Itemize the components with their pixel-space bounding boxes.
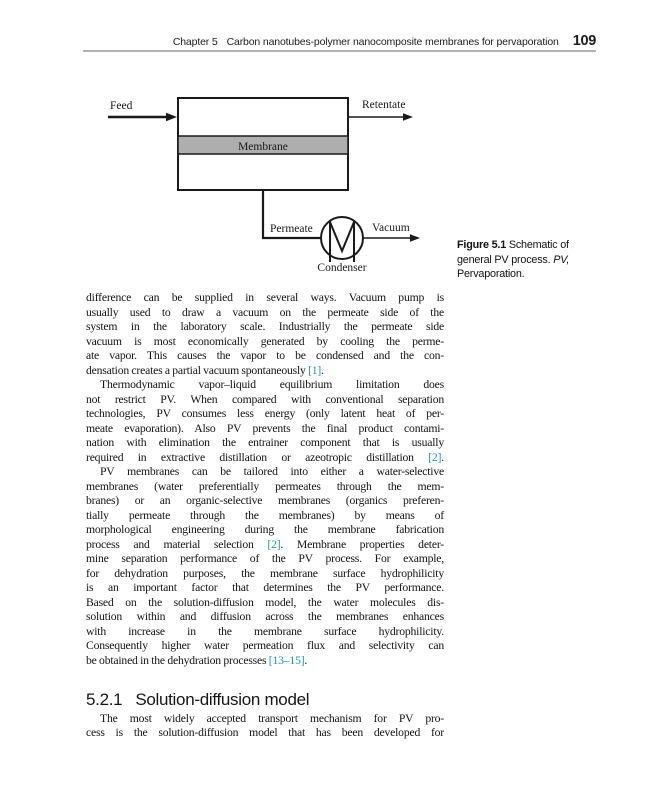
- section-number: 5.2.1: [86, 690, 123, 709]
- caption-line: [457, 238, 589, 253]
- page-header: [83, 33, 596, 49]
- caption-text: general PV process.: [457, 253, 554, 266]
- paragraph: [86, 465, 444, 668]
- citation-link[interactable]: [13–15]: [268, 653, 305, 667]
- chapter-title: Carbon nanotubes-polymer nanocomposite membranes for pervaporation: [226, 36, 559, 48]
- body-line: nation with elimination the entrainer component that is usually: [86, 436, 444, 449]
- body-line: morphological engineering during the membrane fabrication: [86, 523, 444, 536]
- body-line: Based on the solution-diffusion model, the water molecules dis-: [86, 595, 444, 609]
- citation-link[interactable]: [2]: [267, 537, 281, 551]
- body-line: is an important factor that determines the PV performance.: [86, 581, 444, 594]
- header-rule: [83, 50, 596, 52]
- body-line: tially permeate through the membranes) by means of: [86, 508, 444, 522]
- retentate-label: Retentate: [362, 99, 406, 111]
- body-line: membranes (water preferentially permeates through the mem-: [86, 479, 444, 493]
- caption-text: Pervaporation.: [457, 268, 525, 280]
- body-paragraphs-bottom: [86, 712, 444, 741]
- body-line: not restrict PV. When compared with conventional separation: [86, 392, 444, 406]
- section-title: Solution-diffusion model: [135, 690, 310, 709]
- body-line: be obtained in the dehydration processes [13–15].: [86, 653, 308, 667]
- membrane-label: Membrane: [238, 141, 288, 153]
- body-line: Thermodynamic vapor–liquid equilibrium limitation does: [100, 378, 444, 391]
- caption-text: Figure 5.1: [457, 239, 507, 251]
- body-line: meate evaporation). Also PV prevents the final product contami-: [86, 421, 444, 435]
- body-line: with increase in the membrane surface hydrophilicity.: [86, 624, 444, 638]
- figure-caption: [457, 238, 589, 282]
- vacuum-arrowhead-icon: [410, 234, 420, 242]
- retentate-arrowhead-icon: [403, 113, 413, 121]
- body-line: for dehydration purposes, the membrane surface hydrophilicity: [86, 566, 444, 580]
- feed-label: Feed: [110, 100, 133, 112]
- body-line: solution within and diffusion across the membranes enhances: [86, 610, 444, 623]
- body-line: The most widely accepted transport mechanism for PV pro-: [100, 711, 444, 725]
- body-line: branes) or an organic-selective membranes (organics preferen-: [86, 494, 444, 507]
- body-line: vacuum is most economically generated by cooling the perme-: [86, 334, 444, 348]
- permeate-label: Permeate: [270, 223, 313, 235]
- feed-arrowhead-icon: [166, 113, 177, 121]
- body-line: process and material selection [2]. Membrane properties deter-: [86, 537, 444, 551]
- condenser-label: Condenser: [317, 262, 367, 274]
- body-line: cess is the solution-diffusion model that has been developed for: [86, 726, 444, 739]
- body-line: ate vapor. This causes the vapor to be condensed and the con-: [86, 349, 444, 362]
- body-line: mine separation performance of the PV process. For example,: [86, 552, 444, 565]
- body-line: usually used to draw a vacuum on the permeate side of the: [86, 305, 444, 319]
- body-line: densation creates a partial vacuum spontaneously [1].: [86, 363, 324, 377]
- pv-process-figure: [80, 85, 450, 285]
- body-column: [86, 291, 444, 741]
- body-paragraphs-top: [86, 291, 444, 668]
- caption-text: PV,: [553, 253, 570, 266]
- page-number: 109: [572, 33, 596, 49]
- chapter-label: Chapter 5: [172, 36, 218, 48]
- paragraph: [86, 712, 444, 741]
- body-line: difference can be supplied in several ways. Vacuum pump is: [86, 291, 444, 304]
- body-line: PV membranes can be tailored into either a water-selective: [100, 465, 444, 478]
- section-heading: [86, 690, 444, 709]
- body-line: required in extractive distillation or azeotropic distillation [2].: [86, 450, 444, 464]
- body-line: system in the laboratory scale. Industrially the permeate side: [86, 320, 444, 333]
- body-line: Consequently higher water permeation flux and selectivity can: [86, 639, 444, 652]
- caption-line: [457, 267, 589, 282]
- paragraph: [86, 291, 444, 378]
- citation-link[interactable]: [1]: [308, 363, 322, 377]
- vacuum-label: Vacuum: [372, 222, 410, 234]
- body-line: technologies, PV consumes less energy (only latent heat of per-: [86, 407, 444, 420]
- paragraph: [86, 378, 444, 465]
- caption-text: Schematic of: [506, 239, 569, 251]
- citation-link[interactable]: [2]: [428, 450, 442, 464]
- caption-line: [457, 253, 589, 268]
